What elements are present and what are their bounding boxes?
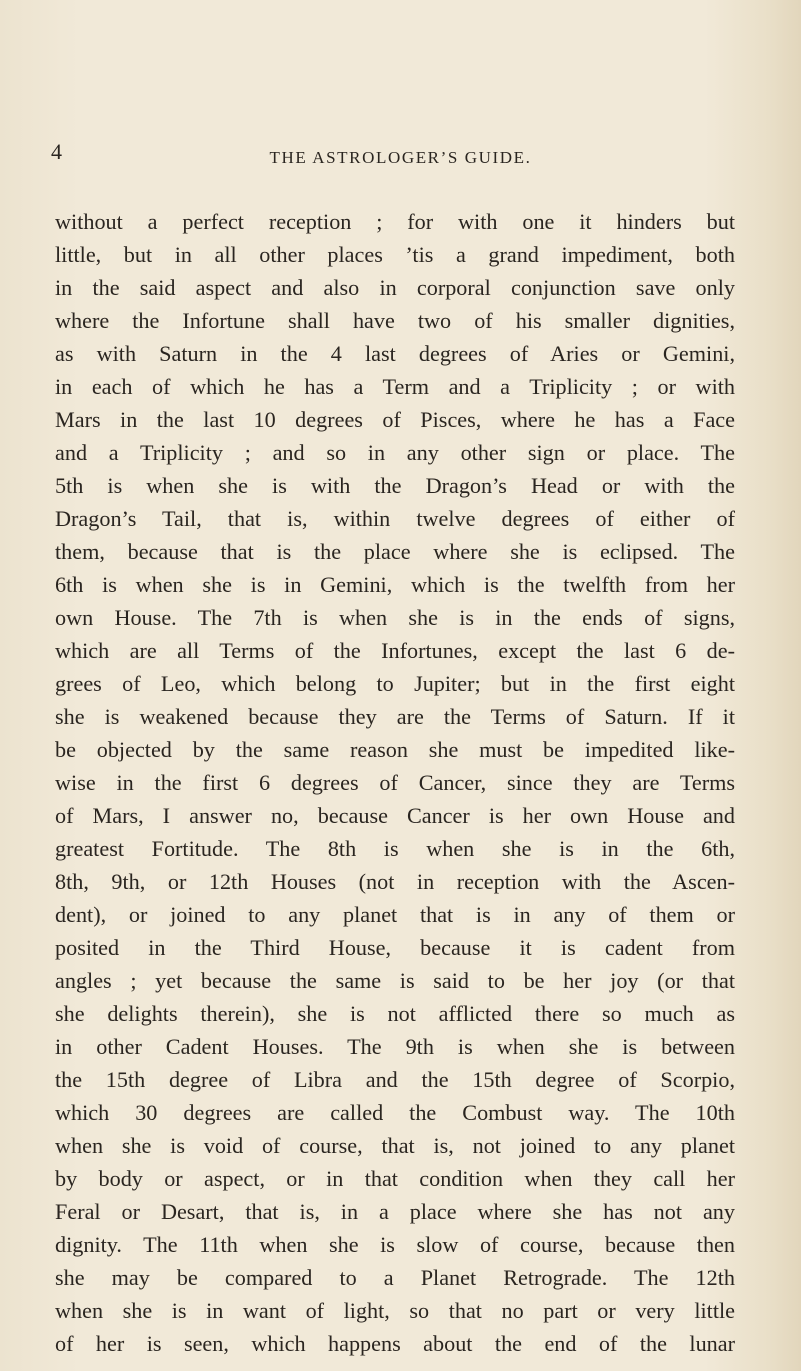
text-line: she may be compared to a Planet Retrograde. The 12th	[55, 1265, 735, 1290]
page-number: 4	[51, 139, 62, 164]
text-line: she is weakened because they are the Terms of Saturn. If it	[55, 704, 735, 729]
text-line: of her is seen, which happens about the end of the lunar	[55, 1331, 735, 1356]
text-line: as with Saturn in the 4 last degrees of Aries or Gemini,	[55, 341, 735, 366]
text-line: when she is void of course, that is, not joined to any planet	[55, 1133, 735, 1158]
text-line: dignity. The 11th when she is slow of course, because then	[55, 1232, 735, 1257]
text-line: of Mars, I answer no, because Cancer is her own House and	[55, 803, 735, 828]
text-line: in other Cadent Houses. The 9th is when she is between	[55, 1034, 735, 1059]
text-line: where the Infortune shall have two of his smaller dignities,	[55, 308, 735, 333]
body-text	[55, 205, 735, 1360]
text-line: Mars in the last 10 degrees of Pisces, where he has a Face	[55, 407, 735, 432]
text-line: which are all Terms of the Infortunes, except the last 6 de-	[55, 638, 735, 663]
text-line: Feral or Desart, that is, in a place where she has not any	[55, 1199, 735, 1224]
text-line: when she is in want of light, so that no part or very little	[55, 1298, 735, 1323]
running-head: THE ASTROLOGER’S GUIDE.	[269, 148, 532, 167]
text-line: and a Triplicity ; and so in any other sign or place. The	[55, 440, 735, 465]
text-line: own House. The 7th is when she is in the ends of signs,	[55, 605, 735, 630]
text-line: in the said aspect and also in corporal conjunction save only	[55, 275, 735, 300]
text-line: angles ; yet because the same is said to be her joy (or that	[55, 968, 735, 993]
text-line: little, but in all other places ’tis a grand impediment, both	[55, 242, 735, 267]
text-line: greatest Fortitude. The 8th is when she is in the 6th,	[55, 836, 735, 861]
text-line: them, because that is the place where she is eclipsed. The	[55, 539, 735, 564]
text-line: the 15th degree of Libra and the 15th degree of Scorpio,	[55, 1067, 735, 1092]
text-line: 8th, 9th, or 12th Houses (not in reception with the Ascen-	[55, 869, 735, 894]
text-line: by body or aspect, or in that condition when they call her	[55, 1166, 735, 1191]
text-line: be objected by the same reason she must be impedited like-	[55, 737, 735, 762]
text-line: in each of which he has a Term and a Triplicity ; or with	[55, 374, 735, 399]
text-line: Dragon’s Tail, that is, within twelve degrees of either of	[55, 506, 735, 531]
text-line: dent), or joined to any planet that is in any of them or	[55, 902, 735, 927]
text-line: wise in the first 6 degrees of Cancer, since they are Terms	[55, 770, 735, 795]
text-line: 5th is when she is with the Dragon’s Head or with the	[55, 473, 735, 498]
text-line: which 30 degrees are called the Combust way. The 10th	[55, 1100, 735, 1125]
text-line: without a perfect reception ; for with one it hinders but	[55, 209, 735, 234]
text-line: she delights therein), she is not afflicted there so much as	[55, 1001, 735, 1026]
text-line: 6th is when she is in Gemini, which is the twelfth from her	[55, 572, 735, 597]
text-line: posited in the Third House, because it is cadent from	[55, 935, 735, 960]
text-line: grees of Leo, which belong to Jupiter; but in the first eight	[55, 671, 735, 696]
